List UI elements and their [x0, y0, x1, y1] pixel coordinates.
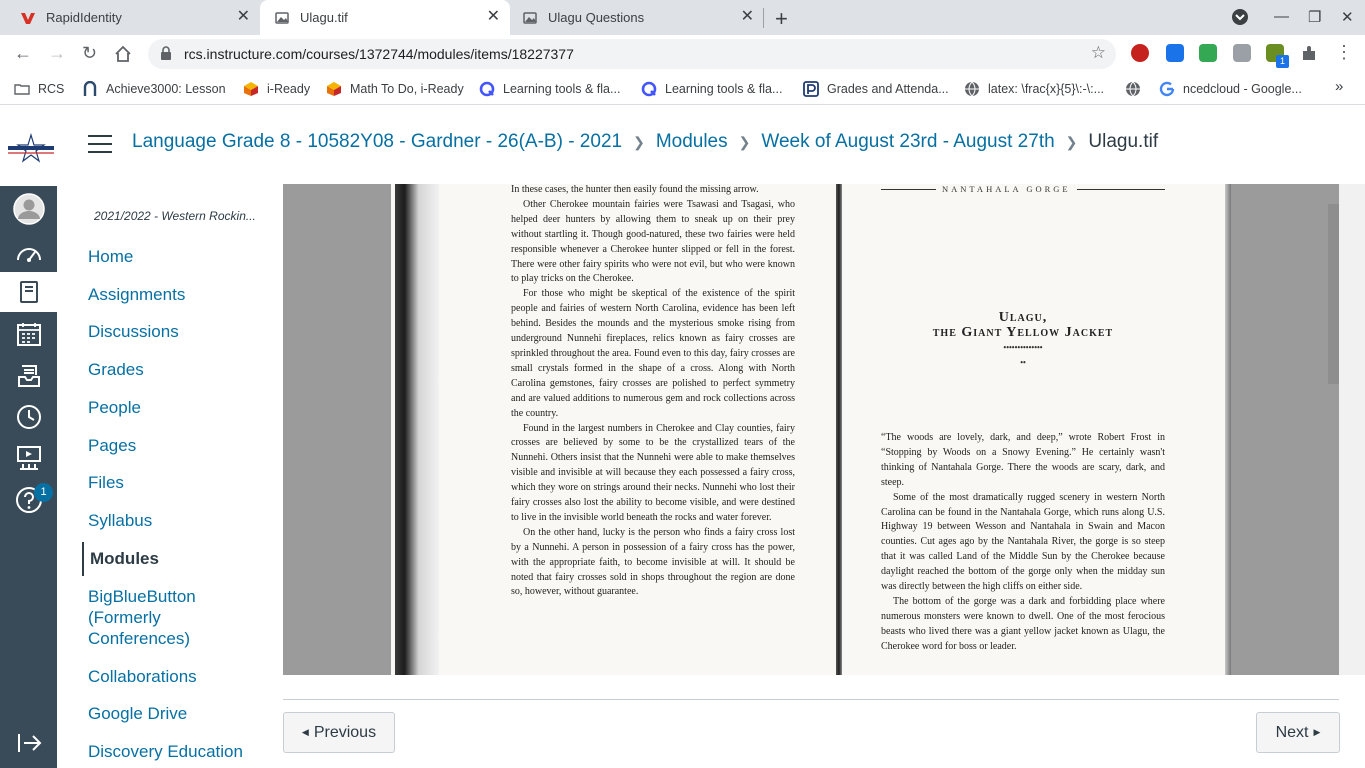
- minimize-icon[interactable]: —: [1274, 8, 1289, 25]
- home-icon[interactable]: [114, 45, 132, 63]
- course-nav-google-drive[interactable]: Google Drive: [88, 704, 188, 723]
- bookmark-label: i-Ready: [267, 82, 311, 96]
- tab-title: Ulagu.tif: [300, 10, 348, 25]
- window-close-icon[interactable]: ✕: [1341, 9, 1354, 26]
- page-edge: [419, 184, 439, 675]
- new-tab-icon[interactable]: +: [775, 6, 788, 31]
- right-page-text: [881, 184, 1165, 655]
- bookmark-label: ncedcloud - Google...: [1183, 82, 1302, 96]
- browser-toolbar: [0, 35, 1365, 73]
- tab-separator: [763, 8, 764, 28]
- breadcrumb: [132, 131, 1158, 153]
- paragraph: Other Cherokee mountain fairies were Tsawasi and Tsagasi, who helped deer hunters by allowing them to sneak up on their prey without startling it. Though good-natured, these two fairies were held responsible whenever a Cherokee hunter slipped or fell in the forest. There were other fairy spirits who were not evil, but who were known to play tricks on the Cherokee.: [511, 198, 795, 285]
- tab-search-icon[interactable]: [1231, 8, 1249, 26]
- bookmark-label: RCS: [38, 82, 65, 96]
- course-nav-people[interactable]: People: [88, 398, 141, 417]
- caret-left-icon: ◀: [301, 727, 309, 737]
- dashboard-icon[interactable]: [0, 234, 57, 274]
- course-nav-assignments[interactable]: Assignments: [88, 285, 186, 304]
- kebab-menu-icon[interactable]: ⋮: [1335, 42, 1353, 62]
- quizlet-icon: [641, 81, 657, 97]
- bookmark-item[interactable]: [82, 81, 226, 97]
- viewer-scrollbar[interactable]: [1339, 184, 1365, 675]
- folder-icon: [14, 81, 30, 97]
- paragraph: Found in the largest numbers in Cherokee and Clay counties, fairy crosses are believed by some to be the crystallized tears of the Nunnehi. Others insist that the Nunnehi were able to make themselves visible and invisible at will because they each possessed a fairy cross, which they wore on strings around their necks. Nunnehi who lost their fairy crosses also lost the ability to become visible, and were destined to live in the invisible world beneath the rocks and water forever.: [511, 422, 795, 523]
- chevron-right-icon: ❯: [633, 133, 645, 150]
- course-nav-grades[interactable]: Grades: [88, 360, 144, 379]
- bookmark-item[interactable]: [326, 81, 464, 97]
- course-nav-discussions[interactable]: Discussions: [88, 322, 179, 341]
- help-badge: 1: [34, 483, 53, 502]
- title-line-2: the Giant Yellow Jacket: [932, 325, 1114, 340]
- left-page-text: [511, 184, 795, 600]
- course-nav-pages[interactable]: Pages: [88, 436, 137, 455]
- more-bookmarks-icon[interactable]: »: [1335, 78, 1344, 95]
- running-header-text: NANTAHALA GORGE: [942, 184, 1071, 194]
- footer-divider: [283, 699, 1339, 700]
- close-icon[interactable]: ✕: [236, 8, 250, 25]
- globe-icon: [1125, 81, 1141, 97]
- course-nav-collaborations[interactable]: Collaborations: [88, 667, 197, 686]
- extension-grey-icon[interactable]: [1233, 44, 1251, 62]
- school-logo: [6, 133, 56, 163]
- extension-badge: 1: [1276, 55, 1289, 68]
- title-line-1: Ulagu,: [998, 310, 1048, 325]
- breadcrumb-course[interactable]: Language Grade 8 - 10582Y08 - Gardner - 26(A-B) - 2021: [132, 131, 623, 152]
- previous-button[interactable]: [283, 712, 395, 753]
- course-nav-syllabus[interactable]: Syllabus: [88, 511, 153, 530]
- viewer-margin-right: [1231, 184, 1339, 675]
- rule: [1077, 189, 1165, 190]
- close-icon[interactable]: ✕: [740, 8, 754, 25]
- breadcrumb-modules[interactable]: Modules: [655, 131, 728, 152]
- chapter-title: [881, 310, 1165, 370]
- bookmark-label: Achieve3000: Lesson: [106, 82, 226, 96]
- logo-area[interactable]: [0, 105, 57, 186]
- caret-right-icon: ▶: [1313, 727, 1321, 737]
- collapse-icon[interactable]: [0, 723, 57, 763]
- puzzle-icon[interactable]: [1300, 45, 1318, 63]
- running-header: [881, 184, 1165, 194]
- quizlet-icon: [479, 81, 495, 97]
- bookmark-item[interactable]: [243, 81, 310, 97]
- paragraph: The bottom of the gorge was a dark and forbidding place where numerous monsters were known to dwell. One of the most ferocious beasts who lived there was a giant yellow jacket known as Ulagu, the Cherokee word for boss or leader.: [881, 595, 1165, 652]
- courses-icon[interactable]: [0, 272, 57, 312]
- bookmark-item[interactable]: [14, 81, 64, 97]
- paragraph: On the other hand, lucky is the person who finds a fairy cross lost by a Nunnehi. A person in possession of a fairy cross has the power, with the appropriate faith, to become invisible at will. It should be noted that fairy crosses sold in shops throughout the region are done so, however, without guarantee.: [511, 526, 795, 598]
- browser-tab-bar: [0, 0, 1365, 35]
- course-nav-discovery-education[interactable]: Discovery Education: [88, 742, 243, 761]
- paragraph: For those who might be skeptical of the existence of the spirit people and fairies of western North Carolina, evidence has been left behind. Besides the mounds and the mysterious smoke rising from underground Nunnehi fireplaces, relics known as fairy crosses are sprinkled throughout the area. Found even to this day, fairy crosses are small crystals formed in the shape of a cross. Along with North Carolina gemstones, fairy crosses are polished to perfect symmetry and are valued additions to numerous gem and rock collections across the country.: [511, 288, 795, 419]
- address-bar[interactable]: [148, 39, 1116, 69]
- course-nav-files[interactable]: Files: [88, 473, 124, 492]
- course-nav-home[interactable]: Home: [88, 247, 134, 266]
- extension-m-icon[interactable]: [1131, 44, 1149, 62]
- tab-title: RapidIdentity: [46, 10, 122, 25]
- book-gutter: [836, 184, 842, 675]
- tab-ulagu-tif[interactable]: [260, 0, 510, 35]
- paragraph: In these cases, the hunter then easily found the missing arrow.: [511, 184, 759, 195]
- ornament: •••••••••••••• ••: [1003, 343, 1043, 367]
- achieve-icon: [82, 81, 98, 97]
- account-icon[interactable]: [0, 189, 57, 229]
- bookmark-item[interactable]: [1125, 81, 1149, 97]
- term-label: 2021/2022 - Western Rockin...: [94, 209, 256, 223]
- chevron-right-icon: ❯: [738, 133, 751, 150]
- url-text: rcs.instructure.com/courses/1372744/modules/items/18227377: [184, 46, 574, 62]
- paragraph: “The woods are lovely, dark, and deep,” wrote Robert Frost in “Stopping by Woods on a Snowy Evening.” He certainly wasn't thinking of Nantahala Gorge. There the woods are scary, dark, and steep.: [881, 432, 1165, 488]
- course-nav-modules[interactable]: Modules: [82, 542, 159, 576]
- globe-icon: [964, 81, 980, 97]
- course-header: [57, 105, 1365, 184]
- inbox-icon[interactable]: [0, 356, 57, 396]
- restore-icon[interactable]: ❐: [1308, 9, 1322, 26]
- bookmarks-bar: [0, 73, 1365, 105]
- hamburger-menu-icon[interactable]: [88, 135, 112, 153]
- iready-icon: [326, 81, 342, 97]
- bookmark-label: Learning tools & fla...: [503, 82, 621, 96]
- bookmark-item[interactable]: [1159, 81, 1302, 97]
- rapididentity-icon: [20, 10, 36, 26]
- document-viewer[interactable]: [283, 184, 1339, 675]
- image-file-icon: [274, 10, 290, 26]
- back-icon[interactable]: ←: [14, 43, 32, 63]
- bookmark-label: Learning tools & fla...: [665, 82, 783, 96]
- book-spine-shadow: [395, 184, 419, 675]
- reload-icon[interactable]: ↻: [82, 43, 98, 63]
- next-button[interactable]: [1256, 712, 1340, 753]
- viewer-scroll-thumb[interactable]: [1328, 204, 1339, 384]
- history-icon[interactable]: [0, 397, 57, 437]
- next-label: Next: [1275, 723, 1309, 741]
- breadcrumb-current: Ulagu.tif: [1088, 131, 1159, 152]
- bookmark-item[interactable]: [964, 81, 1104, 97]
- zoom-extension-icon[interactable]: [1166, 44, 1184, 62]
- lock-icon: [160, 46, 172, 60]
- bookmark-label: Math To Do, i-Ready: [350, 82, 464, 96]
- course-nav-bigbluebutton[interactable]: BigBlueButton (Formerly Conferences): [88, 587, 196, 648]
- forward-icon[interactable]: →: [48, 43, 66, 63]
- bookmark-star-icon[interactable]: ☆: [1090, 43, 1106, 62]
- chevron-right-icon: ❯: [1065, 133, 1078, 150]
- bookmark-label: Grades and Attenda...: [827, 82, 949, 96]
- bookmark-item[interactable]: [641, 81, 782, 97]
- google-icon: [1159, 81, 1175, 97]
- rule: [881, 189, 936, 190]
- iready-icon: [243, 81, 259, 97]
- tab-title: Ulagu Questions: [548, 10, 645, 25]
- powerschool-icon: [803, 81, 819, 97]
- bookmark-item[interactable]: [803, 81, 949, 97]
- tab-rapididentity[interactable]: [8, 0, 260, 35]
- bookmark-item[interactable]: [479, 81, 620, 97]
- previous-label: Previous: [313, 723, 377, 741]
- extension-green-icon[interactable]: [1199, 44, 1217, 62]
- global-nav: [0, 186, 57, 768]
- breadcrumb-week[interactable]: Week of August 23rd - August 27th: [761, 131, 1055, 152]
- bookmark-label: latex: \frac{x}{5}\:-\:...: [988, 82, 1105, 96]
- paragraph: Some of the most dramatically rugged scenery in western North Carolina can be found in the Nantahala Gorge, which runs along U.S. Highway 19 between Wesson and Nantahala in Swain and Macon counties. Cut ages ago by the Nantahala River, the gorge is so steep that it was called Land of the Middle Sun by the Cherokee because daylight reached the bottom of the gorge only when the midday sun was directly between the high cliffs on either side.: [881, 491, 1165, 593]
- tab-ulagu-questions[interactable]: [512, 0, 764, 35]
- chapter-body: [881, 431, 1165, 655]
- studio-icon[interactable]: [0, 438, 57, 478]
- calendar-icon[interactable]: [0, 314, 57, 354]
- document-icon: [522, 10, 538, 26]
- close-icon[interactable]: ✕: [486, 8, 500, 25]
- course-nav: [82, 184, 272, 768]
